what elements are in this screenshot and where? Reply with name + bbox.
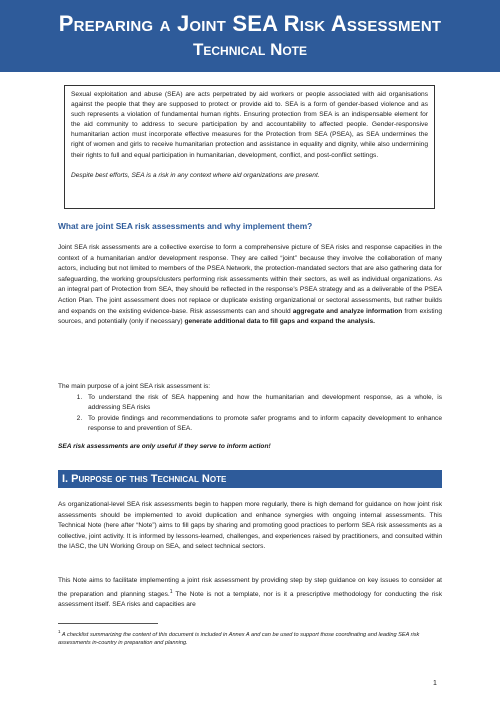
section2-paragraph-2 <box>58 576 442 611</box>
page-number: 1 <box>433 680 437 687</box>
s2-p1-text: As organizational-level SEA risk assessments begin to happen more regularly, there is high demand for guidance on how joint risk assessments should be implemented to avoid duplication and enhance synergies with ongoing internal assessments. This Technical Note (here after “Note”) aims to fill gaps by sharing and promoting good practices to perform SEA risk assessments as a collective, joint activity. It is informed by lessons-learned, challenges, and experiences raised by practitioners, and consulted within the IASC, the UN Working Group on SEA, and select technical sectors. <box>58 501 442 551</box>
intro-emphasis: Despite best efforts, SEA is a risk in any context where aid organizations are present. <box>71 171 320 179</box>
closing-emphasis: SEA risk assessments are only useful if they serve to inform action! <box>58 443 271 450</box>
document-subtitle: Technical Note <box>192 40 308 59</box>
section-heading-what-are: What are joint SEA risk assessments and why implement them? <box>58 221 313 231</box>
s1-bold-b: generate additional data to fill gaps and expand the analysis. <box>184 318 375 326</box>
title-banner <box>0 0 500 72</box>
purpose-intro: The main purpose of a joint SEA risk assessment is: <box>58 383 211 390</box>
section1-paragraph <box>58 243 442 328</box>
list-item: 2. To provide findings and recommendations to promote safer programs and to inform capacity development to enhance response to and prevention of SEA. <box>84 414 442 435</box>
s2-p2-start: This Note aims to facilitate implementing a joint risk assessment by providing step by step guidance on key issues to consider at the preparation and planning stages. <box>58 577 442 598</box>
footnote-ref[interactable]: 1 <box>169 588 173 595</box>
s2-p2-end: The Note is not a template, nor is it a prescriptive methodology for conducting the risk assessment itself. SEA risks and capacities are <box>58 590 443 609</box>
intro-box <box>64 85 435 209</box>
footnote-text: A checklist summarizing the content of this document is included in Annex A and can be used to support those coordinating and leading SEA risk assessments in-country in preparation and planning. <box>58 631 420 647</box>
document-title: Preparing a Joint SEA Risk Assessment <box>58 11 442 36</box>
list-item: 1. To understand the risk of SEA happening and how the humanitarian and development response, as a whole, is addressing SEA risks <box>84 393 442 414</box>
footnote-mark: 1 <box>58 629 61 634</box>
s1-text-b: from existing sources, and potentially (only if necessary) <box>58 307 442 326</box>
footnote-divider <box>58 623 158 624</box>
s1-text-a: Joint SEA risk assessments are a collective exercise to form a comprehensive picture of SEA risks and response capacities in the context of a humanitarian and/or development response. They are called “joint” because they involve the collaboration of many actors, including but not limited to members of the PSEA Network, the protection-mandated sectors that are also gathering data for safeguarding, the working groups/clusters performing risk assessments within their sectors, as well as individual organizations. As an integral part of Protection from SEA, they should be reflected in the response’s PSEA strategy and as a deliverable of the PSEA Action Plan. The joint assessment does not replace or duplicate existing organizational or sectoral assessments, but rather builds and expands on the existing evidence-base. Risk assessments can and should <box>58 244 442 315</box>
section-heading-purpose: I. Purpose of this Technical Note <box>58 470 442 488</box>
purpose-block <box>58 382 442 435</box>
intro-paragraph: Sexual exploitation and abuse (SEA) are acts perpetrated by aid workers or people associated with aid organisations against the people that they are supposed to protect or provide aid to. SEA is a form of gender-based violence and as such represents a violation of fundamental human rights. Ensuring protection from SEA is an indispensable element for the aid community to address to secure participation by and accountability to affected people. Gender-responsive humanitarian action must incorporate effective measures for the Protection from SEA (PSEA), as SEA undermines the right of women and girls to receive humanitarian protection and assistance in equality and dignity, while also undermining their rights to full and equal participation in humanitarian, development, conflict, and post-conflict settings. <box>71 91 428 159</box>
section2-paragraph-1 <box>58 500 442 553</box>
footnote <box>58 628 442 648</box>
purpose-list <box>58 393 442 435</box>
s1-bold-a: aggregate and analyze information <box>292 307 403 315</box>
